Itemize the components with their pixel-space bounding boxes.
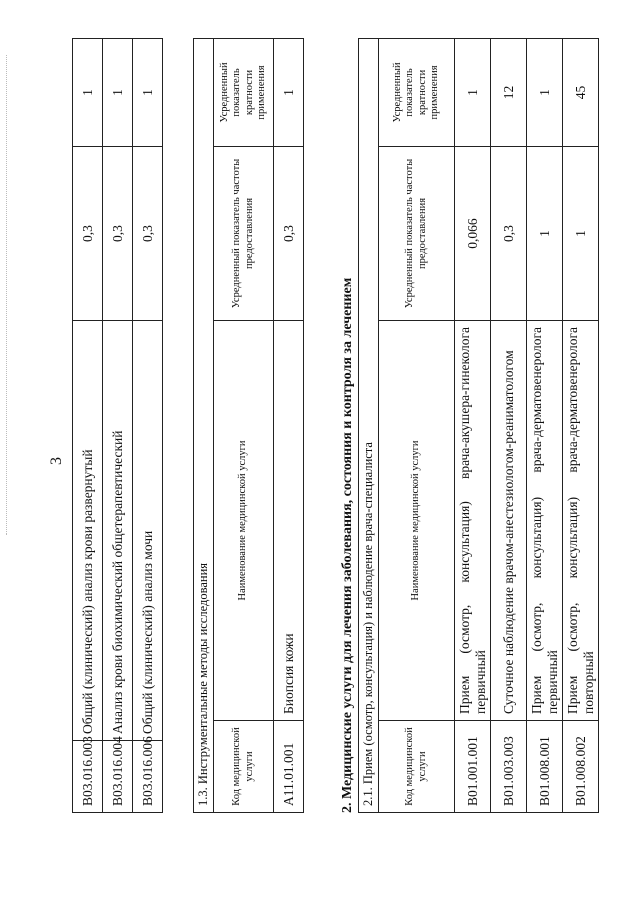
multiplicity-value: 1 — [455, 38, 491, 146]
section-2-title: 2. Медицинские услуги для лечения заболевания, состояния и контроля за лечением — [340, 277, 355, 813]
frequency-value: 0,3 — [133, 147, 163, 321]
table-row — [73, 39, 103, 813]
service-code: B01.008.001 — [527, 721, 563, 813]
frequency-value: 0,3 — [491, 147, 527, 321]
table-row — [527, 38, 563, 812]
section-caption-row — [359, 38, 379, 812]
service-code: B01.008.002 — [563, 721, 599, 813]
service-code: B03.016.006 — [133, 741, 163, 813]
service-code: B03.016.004 — [103, 741, 133, 813]
multiplicity-value: 1 — [133, 39, 163, 147]
frequency-value: 0,3 — [73, 147, 103, 321]
section-2-1-caption: 2.1. Прием (осмотр, консультация) и наблюдение врача-специалиста — [359, 38, 379, 812]
multiplicity-value: 1 — [527, 38, 563, 146]
table-row — [455, 38, 491, 812]
header-name: Наименование медицинской услуги — [379, 321, 455, 721]
header-multiplicity: Усредненный показатель кратности применения — [379, 38, 455, 146]
lab-tests-table — [72, 38, 163, 813]
service-name: Общий (клинический) анализ мочи — [133, 321, 163, 741]
header-frequency: Усредненный показатель частоты предоставления — [214, 147, 274, 321]
table-row — [103, 39, 133, 813]
instrumental-methods-table — [193, 38, 304, 813]
header-name: Наименование медицинской услуги — [214, 321, 274, 721]
multiplicity-value: 1 — [274, 38, 304, 146]
frequency-value: 0,066 — [455, 147, 491, 321]
multiplicity-value: 1 — [73, 39, 103, 147]
frequency-value: 0,3 — [103, 147, 133, 321]
table-row — [133, 39, 163, 813]
multiplicity-value: 12 — [491, 38, 527, 146]
frequency-value: 1 — [527, 147, 563, 321]
service-name: Суточное наблюдение врачом-анестезиологом-реаниматологом — [491, 321, 527, 721]
service-code: B01.003.003 — [491, 721, 527, 813]
page-number: 3 — [48, 457, 65, 465]
service-code: A11.01.001 — [274, 721, 304, 813]
frequency-value: 1 — [563, 147, 599, 321]
section-1-3-caption: 1.3. Инструментальные методы исследования — [194, 38, 214, 812]
service-name: Прием (осмотр, консультация) врача-акушера-гинеколога первичный — [455, 321, 491, 721]
table-row — [563, 38, 599, 812]
table-header-row — [214, 38, 274, 812]
table-header-row — [379, 38, 455, 812]
service-code: B03.016.003 — [73, 741, 103, 813]
header-code: Код медицинской услуги — [214, 721, 274, 813]
multiplicity-value: 1 — [103, 39, 133, 147]
service-code: B01.001.001 — [455, 721, 491, 813]
header-multiplicity: Усредненный показатель кратности применения — [214, 38, 274, 146]
multiplicity-value: 45 — [563, 38, 599, 146]
service-name: Прием (осмотр, консультация) врача-дерматовенеролога повторный — [563, 321, 599, 721]
table-row — [491, 38, 527, 812]
frequency-value: 0,3 — [274, 147, 304, 321]
service-name: Анализ крови биохимический общетерапевтический — [103, 321, 133, 741]
table-row — [274, 38, 304, 812]
section-caption-row — [194, 38, 214, 812]
specialist-consultation-table — [358, 38, 599, 813]
service-name: Прием (осмотр, консультация) врача-дерматовенеролога первичный — [527, 321, 563, 721]
service-name: Общий (клинический) анализ крови развернутый — [73, 321, 103, 741]
scan-artifact-line — [6, 55, 8, 535]
header-frequency: Усредненный показатель частоты предоставления — [379, 147, 455, 321]
service-name: Биопсия кожи — [274, 321, 304, 721]
header-code: Код медицинской услуги — [379, 721, 455, 813]
